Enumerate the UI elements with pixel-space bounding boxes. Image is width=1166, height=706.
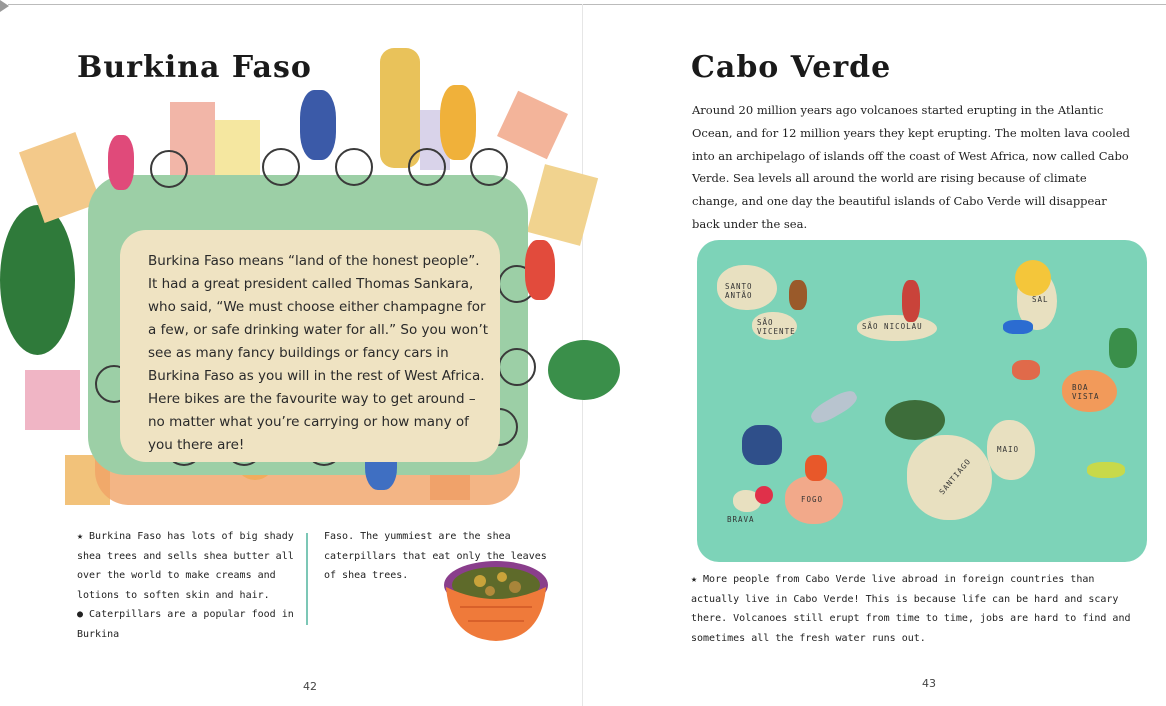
bicycle-wheel-icon [262, 148, 300, 186]
cyclist-figure [300, 90, 336, 160]
label-brava: BRAVA [727, 515, 755, 524]
caterpillar-bowl-illustration [440, 555, 552, 643]
burkina-intro-text: Burkina Faso means “land of the honest people”. It had a great president called Thomas Sankara, who said, “We must choose either champagne for a few, or safe drinking water for all.” So you won’t see as many fancy buildings or fancy cars in Burkina Faso as you will in the rest of West Africa. Here bikes are the favourite way to get around – no matter what you’re carrying or how many of you there are! [120, 230, 500, 462]
cyclist-figure [440, 85, 476, 160]
cabo-verde-intro-text: Around 20 million years ago volcanoes started erupting in the Atlantic Ocean, and for 12 million years they kept erupting. The molten lava cooled into an archipelago of islands off the coast of West Africa, now called Cabo Verde. Sea levels all around the world are rising because of climate change, and one day the beautiful islands of Cabo Verde will disappear back under the sea. [692, 103, 1131, 231]
person-icon [902, 280, 920, 322]
building-illustration [497, 91, 568, 160]
building-illustration [25, 370, 80, 430]
bicycle-wheel-icon [150, 150, 188, 188]
label-boa-vista: BOA VISTA [1072, 383, 1100, 401]
page-number-left: 42 [303, 680, 317, 693]
cyclist-figure [525, 240, 555, 300]
note-divider [306, 533, 308, 625]
label-maio: MAIO [997, 445, 1020, 454]
volcano-icon [805, 455, 827, 481]
marlin-icon [808, 387, 860, 428]
caterpillar-note: Faso. The yummiest are the shea caterpillars that eat only the leaves of shea trees. [324, 531, 547, 581]
bicycle-wheel-icon [408, 148, 446, 186]
cyclist-figure [108, 135, 134, 190]
corner-arrow-icon [0, 0, 9, 12]
page-title-burkina-faso: Burkina Faso [77, 50, 312, 85]
building-illustration [215, 120, 260, 175]
label-fogo: FOGO [801, 495, 824, 504]
page-number-right: 43 [922, 677, 936, 690]
bicycle-wheel-icon [335, 148, 373, 186]
turtle-icon [1012, 360, 1040, 380]
page-title-cabo-verde: Cabo Verde [691, 50, 892, 85]
label-sao-vicente: SÃO VICENTE [757, 318, 796, 336]
label-santiago: SANTIAGO [937, 456, 973, 497]
tree-icon [885, 400, 945, 440]
bicycle-wheel-icon [498, 348, 536, 386]
label-santo-antao: SANTO ANTÃO [725, 282, 753, 300]
flower-icon [755, 486, 773, 504]
building-illustration [380, 48, 420, 168]
shea-note: ★ Burkina Faso has lots of big shady shea trees and sells shea butter all over the world to make creams and lotions to soften skin and hair. ● Caterpillars are a popular food in Burkina [77, 531, 294, 640]
fish-icon [1087, 462, 1125, 478]
bird-icon [742, 425, 782, 465]
label-sao-nicolau: SÃO NICOLAU [862, 322, 923, 331]
fish-icon [1003, 320, 1033, 334]
tree-illustration [0, 205, 75, 355]
top-rule [8, 4, 1166, 5]
burkina-illustration [0, 40, 620, 510]
building-illustration [527, 164, 598, 246]
palm-illustration [548, 340, 620, 400]
cabo-verde-map [697, 240, 1147, 562]
cabo-verde-note: ★ More people from Cabo Verde live abroad in foreign countries than actually live in Cabo Verde! This is because life can be hard and scary there. Volcanoes still erupt from time to time, jobs are hard to find and sometimes all the fresh water runs out. [691, 574, 1131, 644]
palm-tree-icon [1109, 328, 1137, 368]
guitar-icon [789, 280, 807, 310]
sun-icon [1015, 260, 1051, 296]
label-sal: SAL [1032, 295, 1049, 304]
bicycle-wheel-icon [470, 148, 508, 186]
